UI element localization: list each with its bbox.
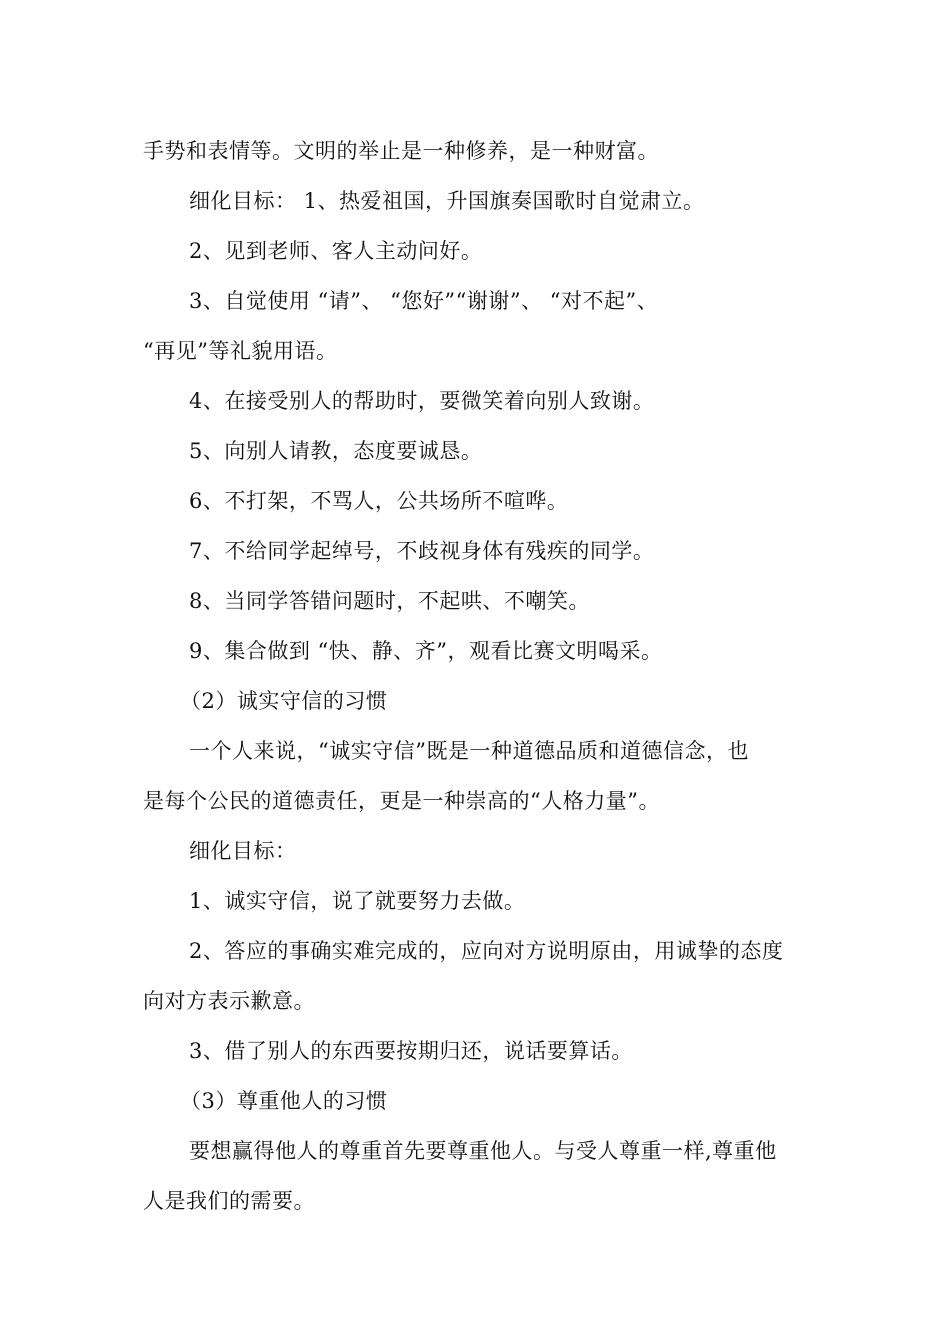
text-line-2: 细化目标： 1、热爱祖国，升国旗奏国歌时自觉肃立。	[189, 189, 705, 213]
text-line-22: 人是我们的需要。	[143, 1189, 315, 1213]
text-line-11: 9、集合做到 “快、静、齐”，观看比赛文明喝采。	[189, 639, 663, 663]
text-line-10: 8、当同学答错问题时，不起哄、不嘲笑。	[189, 589, 590, 613]
text-line-17: 2、答应的事确实难完成的，应向对方说明原由，用诚挚的态度	[189, 939, 784, 963]
text-line-8: 6、不打架，不骂人，公共场所不喧哗。	[189, 489, 569, 513]
text-line-14: 是每个公民的道德责任，更是一种崇高的“人格力量”。	[143, 789, 660, 813]
section-heading-2: （2）诚实守信的习惯	[180, 689, 388, 713]
text-line-19: 3、借了别人的东西要按期归还，说话要算话。	[189, 1039, 633, 1063]
text-line-15: 细化目标：	[189, 839, 297, 863]
text-line-3: 2、见到老师、客人主动问好。	[189, 239, 483, 263]
text-line-6: 4、在接受别人的帮助时，要微笑着向别人致谢。	[189, 389, 655, 413]
text-line-1: 手势和表情等。文明的举止是一种修养，是一种财富。	[143, 139, 659, 163]
text-line-4: 3、自觉使用 “请”、 “您好”“谢谢”、 “对不起”、	[189, 289, 659, 313]
text-line-16: 1、诚实守信，说了就要努力去做。	[189, 889, 526, 913]
text-line-21: 要想赢得他人的尊重首先要尊重他人。与受人尊重一样,尊重他	[189, 1139, 777, 1163]
section-heading-3: （3）尊重他人的习惯	[180, 1089, 388, 1113]
text-line-7: 5、向别人请教，态度要诚恳。	[189, 439, 483, 463]
text-line-9: 7、不给同学起绰号，不歧视身体有残疾的同学。	[189, 539, 655, 563]
text-line-5: “再见”等礼貌用语。	[143, 339, 338, 363]
text-line-18: 向对方表示歉意。	[143, 989, 315, 1013]
text-line-13: 一个人来说，“诚实守信”既是一种道德品质和道德信念，也	[189, 739, 749, 763]
